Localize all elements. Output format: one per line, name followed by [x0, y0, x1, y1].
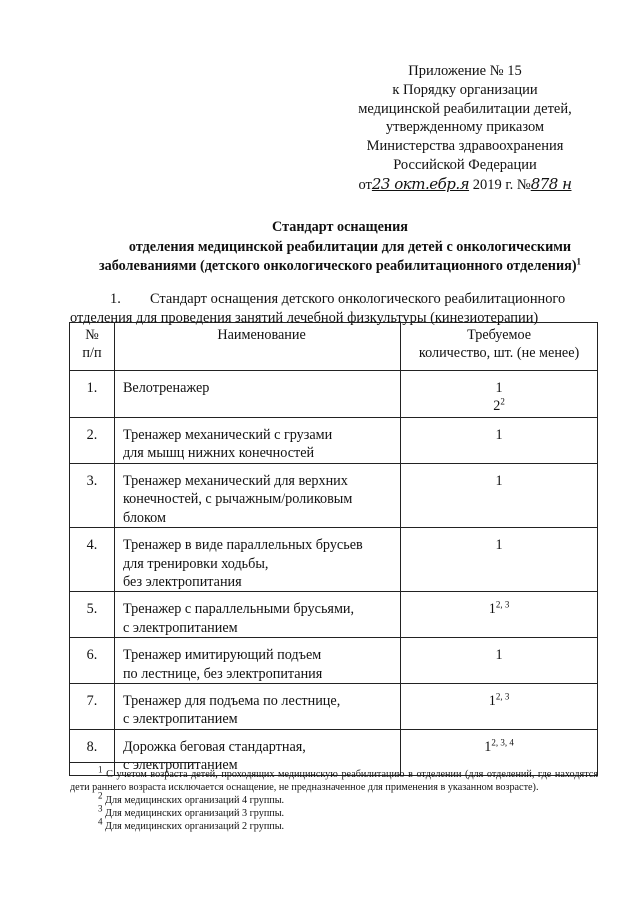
- row-name: Тренажер с параллельными брусьями, с электропитанием: [114, 592, 400, 638]
- section-number: 1.: [110, 291, 121, 307]
- footnote: $^3$ Для медицинских организаций 3 группы.: [98, 803, 285, 819]
- row-number: 5.: [70, 592, 115, 638]
- table-row: [70, 638, 598, 684]
- table-header-row: [70, 323, 598, 371]
- date-prefix: от: [358, 176, 372, 193]
- header-number: № п/п: [70, 323, 115, 371]
- row-quantity: 1$^{2, 3, 4}$: [401, 729, 598, 775]
- row-number: 1.: [70, 371, 115, 418]
- table-row: [70, 592, 598, 638]
- footnote-ref: 1: [576, 256, 582, 267]
- date-year: 2019 г. №: [472, 176, 531, 193]
- row-name: Тренажер в виде параллельных брусьев для тренировки ходьбы, без электропитания: [114, 528, 400, 592]
- footnote: $^2$ Для медицинских организаций 4 группы.: [98, 790, 285, 806]
- row-quantity: 1$^{2, 3}$: [401, 592, 598, 638]
- appendix-line: утвержденному приказом: [385, 119, 545, 136]
- row-quantity: 1 $2^2$: [401, 371, 598, 418]
- handwritten-date: 23 окт.ебр.я: [371, 174, 470, 193]
- row-quantity: 1$^{2, 3}$: [401, 684, 598, 730]
- row-number: 4.: [70, 528, 115, 592]
- row-number: 8.: [70, 729, 115, 775]
- document-title: [45, 218, 635, 277]
- order-date-line: [340, 175, 590, 195]
- row-name: Дорожка беговая стандартная, с электропитанием: [114, 729, 400, 775]
- section-text: отделения для проведения занятий лечебной физкультуры (кинезиотерапии): [70, 309, 539, 326]
- appendix-line: Приложение № 15: [408, 63, 522, 79]
- title-line: отделения медицинской реабилитации для детей с онкологическими: [128, 238, 572, 255]
- footnote: $^1$ С учетом возраста детей, проходящих медицинскую реабилитацию в отделении (для отделений, где находятся дети раннего возраста исключается оснащение, не предназначенное для применения в указанном возрасте).: [70, 764, 599, 793]
- row-number: 3.: [70, 464, 115, 528]
- section-text: Стандарт оснащения детского онкологического реабилитационного: [150, 291, 566, 307]
- appendix-line: Российской Федерации: [393, 156, 537, 173]
- table-row: [70, 684, 598, 730]
- row-quantity: 1: [401, 418, 598, 464]
- row-quantity: 1: [401, 638, 598, 684]
- row-number: 7.: [70, 684, 115, 730]
- row-quantity: 1: [401, 464, 598, 528]
- table-row: [70, 528, 598, 592]
- title-line: Стандарт оснащения: [272, 219, 408, 235]
- row-quantity: 1: [401, 528, 598, 592]
- equipment-table: [69, 322, 598, 776]
- appendix-header: [340, 62, 590, 195]
- table-row: [70, 371, 598, 418]
- row-name: Тренажер для подъема по лестнице, с электропитанием: [114, 684, 400, 730]
- row-number: 6.: [70, 638, 115, 684]
- appendix-line: Министерства здравоохранения: [366, 138, 564, 155]
- handwritten-order-number: 878 н: [530, 174, 572, 193]
- footnote-separator: [70, 762, 200, 763]
- row-name: Велотренажер: [114, 371, 400, 418]
- row-name: Тренажер механический с грузами для мышц нижних конечностей: [114, 418, 400, 464]
- row-name: Тренажер механический для верхних конечностей, с рычажным/роликовым блоком: [114, 464, 400, 528]
- title-line: заболеваниями (детского онкологического реабилитационного отделения)$^1$: [98, 256, 582, 274]
- row-name: Тренажер имитирующий подъем по лестнице, без электропитания: [114, 638, 400, 684]
- appendix-line: к Порядку организации: [392, 81, 538, 98]
- table-row: [70, 418, 598, 464]
- header-name: Наименование: [114, 323, 400, 371]
- row-number: 2.: [70, 418, 115, 464]
- appendix-line: медицинской реабилитации детей,: [358, 100, 572, 117]
- table-row: [70, 464, 598, 528]
- header-quantity: Требуемое количество, шт. (не менее): [401, 323, 598, 371]
- footnote: $^4$ Для медицинских организаций 2 группы.: [98, 816, 285, 832]
- footnotes: [70, 764, 599, 833]
